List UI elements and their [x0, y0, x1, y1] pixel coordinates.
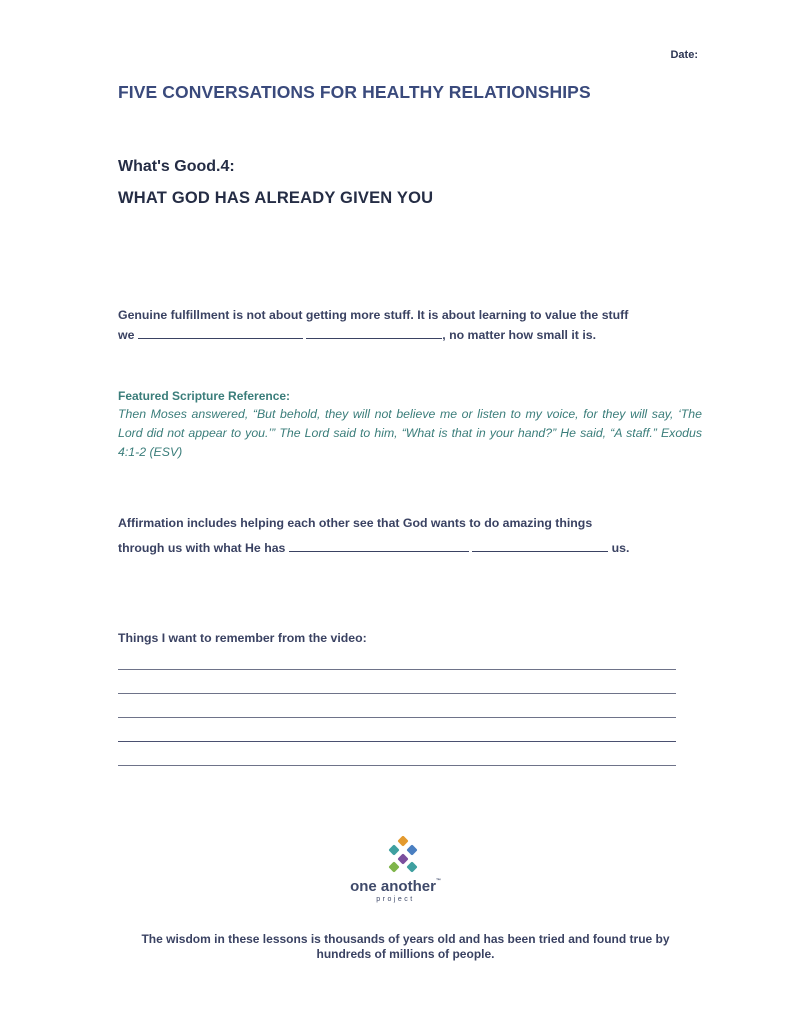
brand-name	[0, 878, 791, 895]
logo-icon	[384, 836, 424, 876]
lesson-heading: WHAT GOD HAS ALREADY GIVEN YOU	[118, 189, 434, 207]
scripture-text: Then Moses answered, “But behold, they will not believe me or listen to my voice, for they will say, ‘The Lord did not appear to you.’” The Lord said to him, “What is that in your hand?” He said, “A staff.” Exodus 4:1-2 (ESV)	[118, 407, 702, 459]
fill-in-2-line2	[118, 538, 708, 558]
fill-in-blank-2b[interactable]	[472, 540, 608, 552]
footer-text: The wisdom in these lessons is thousands of years old and has been tried and found true by hundreds of millions of people.	[141, 932, 670, 961]
fill-in-blank-1a[interactable]	[138, 327, 303, 339]
fill-in-blank-2a[interactable]	[289, 540, 469, 552]
brand-trademark: ™	[435, 878, 441, 884]
note-line-1[interactable]	[118, 669, 676, 670]
date-label: Date:	[670, 49, 698, 61]
page-title: FIVE CONVERSATIONS FOR HEALTHY RELATIONSHIPS	[118, 82, 591, 102]
note-line-4[interactable]	[118, 741, 676, 742]
brand-name-text: one another	[350, 878, 436, 895]
notes-label: Things I want to remember from the video:	[118, 631, 367, 645]
fill-in-blank-1b[interactable]	[306, 327, 442, 339]
fill-in-1-line2-end: , no matter how small it is.	[442, 328, 596, 342]
fill-in-1-line2-start: we	[118, 328, 135, 342]
brand-subtitle: project	[376, 896, 415, 903]
lesson-subtitle: What's Good.4:	[118, 158, 235, 175]
fill-in-1-line2	[118, 325, 708, 345]
fill-in-2-line1: Affirmation includes helping each other see that God wants to do amazing things	[118, 516, 593, 530]
note-line-3[interactable]	[118, 717, 676, 718]
note-line-5[interactable]	[118, 765, 676, 766]
fill-in-1-line1: Genuine fulfillment is not about getting more stuff. It is about learning to value the stuff	[118, 308, 629, 322]
scripture-label: Featured Scripture Reference:	[118, 389, 291, 403]
fill-in-paragraph-1	[118, 305, 708, 345]
fill-in-2-line2-end: us.	[611, 541, 630, 555]
note-line-2[interactable]	[118, 693, 676, 694]
fill-in-2-line2-start: through us with what He has	[118, 541, 286, 555]
